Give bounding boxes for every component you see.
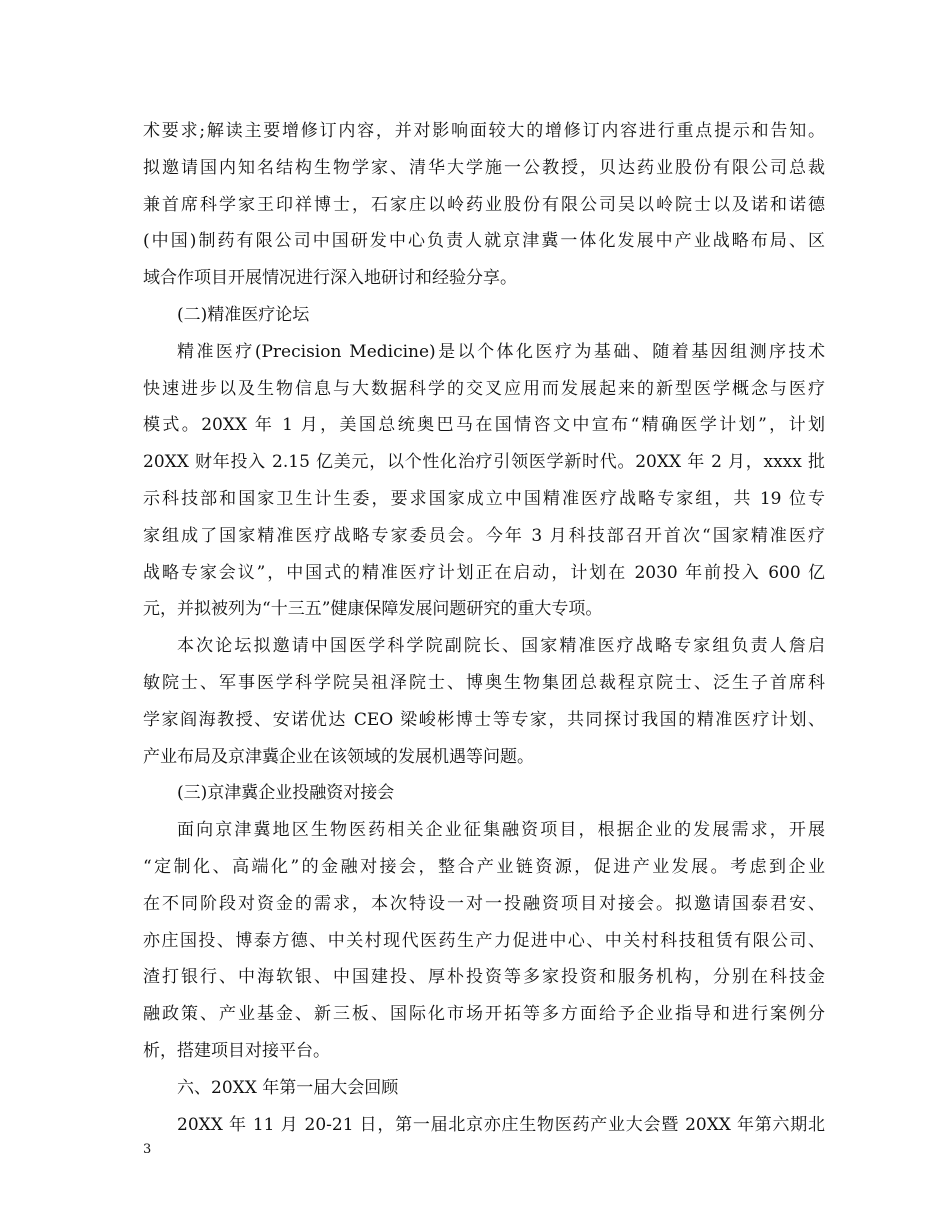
text-line: 产业布局及京津冀企业在该领域的发展机遇等问题。 <box>143 746 534 767</box>
body-text <box>143 113 825 1143</box>
text-line: 示科技部和国家卫生计生委，要求国家成立中国精准医疗战略专家组，共 19 位专 <box>143 488 825 509</box>
text-line: 模式。20XX 年 1 月，美国总统奥巴马在国情咨文中宣布“精确医学计划”，计划 <box>143 415 825 436</box>
text-line: 渣打银行、中海软银、中国建投、厚朴投资等多家投资和服务机构，分别在科技金 <box>143 967 825 988</box>
text-line: 精准医疗(Precision Medicine)是以个体化医疗为基础、随着基因组测序技术 <box>177 341 825 362</box>
text-line: (中国)制药有限公司中国研发中心负责人就京津冀一体化发展中产业战略布局、区 <box>143 231 825 252</box>
text-line: 拟邀请国内知名结构生物学家、清华大学施一公教授，贝达药业股份有限公司总裁 <box>143 157 825 178</box>
text-line: 在不同阶段对资金的需求，本次特设一对一投融资项目对接会。拟邀请国泰君安、 <box>143 893 825 914</box>
text-line: 术要求;解读主要增修订内容，并对影响面较大的增修订内容进行重点提示和告知。 <box>143 121 825 141</box>
text-line: 20XX 财年投入 2.15 亿美元，以个性化治疗引领医学新时代。20XX 年 2 月，xxxx 批 <box>143 452 825 473</box>
text-line: 学家阎海教授、安诺优达 CEO 梁峻彬博士等专家，共同探讨我国的精准医疗计划、 <box>143 709 825 730</box>
text-line: 亦庄国投、博泰方德、中关村现代医药生产力促进中心、中关村科技租赁有限公司、 <box>143 930 825 951</box>
text-line: 战略专家会议”，中国式的精准医疗计划正在启动，计划在 2030 年前投入 600 亿 <box>143 562 825 583</box>
text-line: 六、20XX 年第一届大会回顾 <box>177 1077 399 1098</box>
text-line: 家组成了国家精准医疗战略专家委员会。今年 3 月科技部召开首次“国家精准医疗 <box>143 525 825 546</box>
text-line: (三)京津冀企业投融资对接会 <box>177 783 395 804</box>
text-line: 快速进步以及生物信息与大数据科学的交叉应用而发展起来的新型医学概念与医疗 <box>143 378 825 399</box>
text-line: 域合作项目开展情况进行深入地研讨和经验分享。 <box>143 268 517 289</box>
text-line: 融政策、产业基金、新三板、国际化市场开拓等多方面给予企业指导和进行案例分 <box>143 1004 825 1025</box>
text-line: 析，搭建项目对接平台。 <box>143 1040 330 1061</box>
text-line: “定制化、高端化”的金融对接会，整合产业链资源，促进产业发展。考虑到企业 <box>143 856 825 877</box>
text-line: (二)精准医疗论坛 <box>177 304 310 325</box>
text-line: 面向京津冀地区生物医药相关企业征集融资项目，根据企业的发展需求，开展 <box>177 820 825 841</box>
text-line: 兼首席科学家王印祥博士，石家庄以岭药业股份有限公司吴以岭院士以及诺和诺德 <box>143 194 825 215</box>
text-line: 本次论坛拟邀请中国医学科学院副院长、国家精准医疗战略专家组负责人詹启 <box>177 636 825 657</box>
text-line: 敏院士、军事医学科学院吴祖泽院士、博奥生物集团总裁程京院士、泛生子首席科 <box>143 672 825 693</box>
text-line: 20XX 年 11 月 20-21 日，第一届北京亦庄生物医药产业大会暨 20XX 年第六期北 <box>177 1114 825 1135</box>
page-number: 3 <box>143 1142 152 1157</box>
text-line: 元，并拟被列为“十三五”健康保障发展问题研究的重大专项。 <box>143 599 603 620</box>
